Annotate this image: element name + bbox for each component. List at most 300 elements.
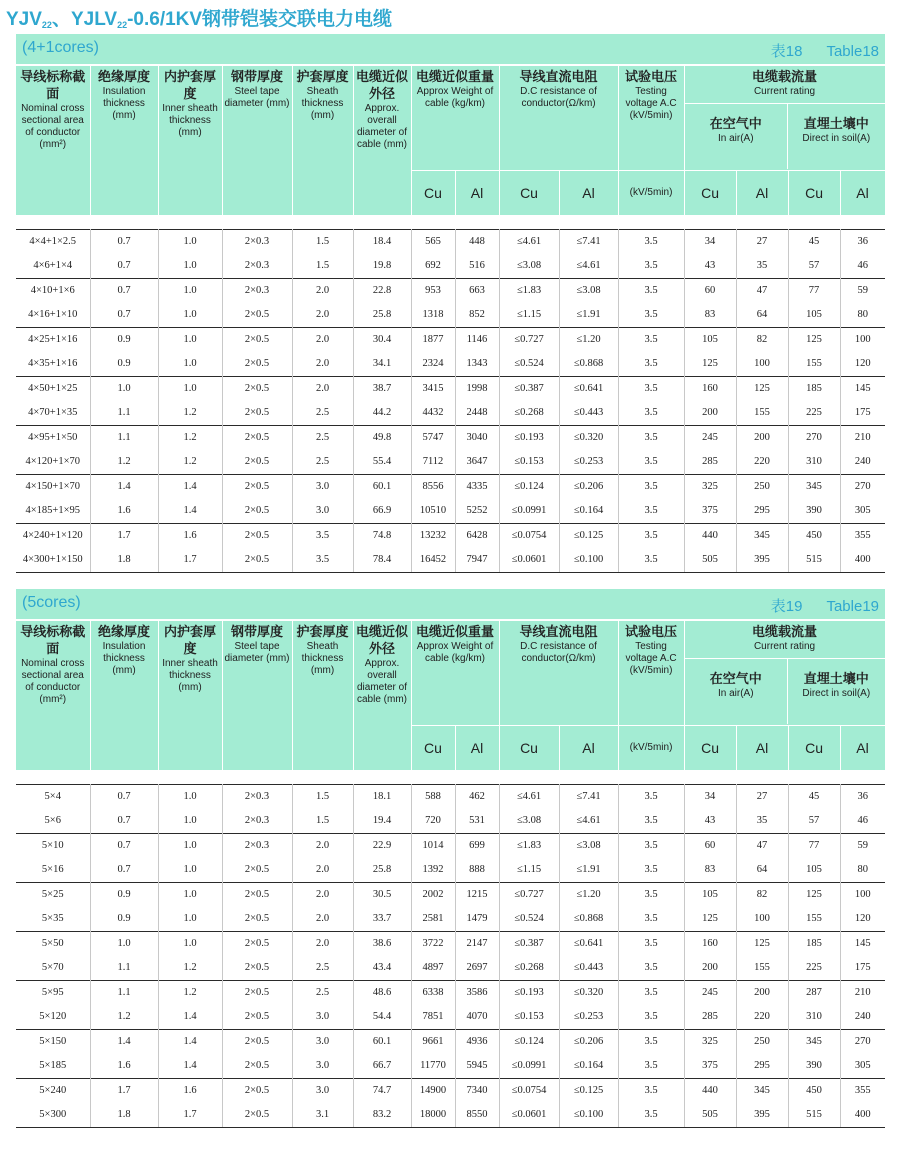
table-cell: 3040 — [455, 425, 499, 450]
header-steel-tape: 钢带厚度 Steel tape diameter (mm) — [222, 621, 292, 770]
table-cell: 1215 — [455, 882, 499, 907]
table-cell: 43 — [684, 254, 736, 279]
table-cell: 175 — [854, 962, 871, 973]
table-cell: 1.0 — [158, 278, 222, 303]
table-cell: 1.0 — [90, 931, 158, 956]
table-cell: 43.4 — [353, 956, 411, 981]
table-cell: 5×35 — [16, 907, 90, 932]
header-insulation: 绝缘厚度 Insulation thickness (mm) — [90, 621, 158, 770]
table-row — [16, 548, 885, 573]
table-cell: 2×0.5 — [222, 425, 292, 450]
table-cell: 345 — [736, 1078, 788, 1103]
table-cell: 1318 — [411, 303, 455, 328]
table-cell: ≤3.08 — [559, 278, 618, 303]
table-cell: 125 — [684, 352, 736, 377]
table-cell: 1.0 — [158, 907, 222, 932]
table-cell: 4335 — [455, 474, 499, 499]
subheader-resistance-al: Al — [559, 170, 618, 215]
table-cell: 2.0 — [292, 858, 353, 883]
table-cell: 105 — [684, 882, 736, 907]
table-cell: 34 — [684, 229, 736, 254]
table-cell: 505 — [684, 548, 736, 573]
table-cell: 0.7 — [90, 254, 158, 279]
table-cell: 355 — [840, 1078, 885, 1103]
table-cell: 1.0 — [158, 784, 222, 809]
table-cell: 5×10 — [16, 833, 90, 858]
table-cell: 240 — [854, 456, 871, 467]
table-cell: 220 — [736, 1005, 788, 1030]
table-cell: 2×0.5 — [222, 956, 292, 981]
subheader-resistance-cu: Cu — [499, 725, 559, 770]
table-cell: 0.7 — [90, 229, 158, 254]
table-cell: ≤0.153 — [499, 1005, 559, 1030]
table-cell: 1.5 — [292, 784, 353, 809]
table-cell: 83 — [684, 858, 736, 883]
table-cell: 1.5 — [292, 254, 353, 279]
table-cell: 852 — [455, 303, 499, 328]
subheader-resistance-al: Al — [559, 725, 618, 770]
table-cell: 100 — [840, 882, 885, 907]
table-cell: 4897 — [411, 956, 455, 981]
table-cell: 400 — [840, 1103, 885, 1128]
table-cell: 2.5 — [292, 980, 353, 1005]
table-cell: 5×50 — [16, 931, 90, 956]
table-cell: 3.0 — [292, 474, 353, 499]
table-cell: 3.5 — [618, 425, 684, 450]
header-current-rating: 电缆载流量 Current rating 在空气中 In air(A) 直埋土壤中 Direct in soil(A) — [684, 621, 885, 725]
subheader-air-cu: Cu — [684, 725, 736, 770]
table-cell: 565 — [411, 229, 455, 254]
table-cell: ≤0.524 — [499, 352, 559, 377]
table-cell: 145 — [840, 376, 885, 401]
table-cell: 6338 — [411, 980, 455, 1005]
table-row — [16, 907, 885, 932]
table-cell: 2.5 — [292, 450, 353, 475]
table-cell: 185 — [788, 376, 840, 401]
table-cell: 1.0 — [158, 833, 222, 858]
table-cell: 505 — [684, 1103, 736, 1128]
table-cell: 515 — [788, 1103, 840, 1128]
table-cell: 3.5 — [618, 229, 684, 254]
table-cell: 1.6 — [90, 1054, 158, 1079]
title-separator: 、 — [51, 9, 71, 30]
table-cell: 3.5 — [618, 1078, 684, 1103]
table-cell: 1.4 — [158, 1029, 222, 1054]
table-cell: 2.0 — [292, 327, 353, 352]
table-cell: 225 — [788, 401, 840, 426]
header-nominal-area: 导线标称截面 Nominal cross sectional area of conductor (mm²) — [16, 66, 90, 215]
table-cell: 5945 — [455, 1054, 499, 1079]
table-cell: 1.7 — [158, 548, 222, 573]
table-cell: ≤3.08 — [499, 254, 559, 279]
title-part2: YJLV — [70, 9, 118, 30]
table-cell: 2581 — [411, 907, 455, 932]
table-cell: ≤0.253 — [559, 450, 618, 475]
table-cell: 1.4 — [90, 1029, 158, 1054]
header-in-air: 在空气中 In air(A) — [685, 104, 788, 169]
header-insulation: 绝缘厚度 Insulation thickness (mm) — [90, 66, 158, 215]
table-cell: 38.6 — [353, 931, 411, 956]
table-cell: 105 — [788, 303, 840, 328]
table-cell: ≤0.206 — [559, 474, 618, 499]
table-cell: ≤4.61 — [499, 229, 559, 254]
table-cell: 66.9 — [353, 499, 411, 524]
table-cell: 1.0 — [158, 327, 222, 352]
table-cell: 3.5 — [618, 980, 684, 1005]
table-cell: 250 — [736, 1029, 788, 1054]
table-cell: 2×0.3 — [222, 809, 292, 834]
table-cell: 155 — [736, 401, 788, 426]
table-cell: 4×185+1×95 — [16, 499, 90, 524]
table-cell: 14900 — [411, 1078, 455, 1103]
title-sub1: 22 — [41, 20, 52, 30]
table-cell: 0.7 — [90, 858, 158, 883]
table-cell: 48.6 — [353, 980, 411, 1005]
table-cell: 663 — [455, 278, 499, 303]
table-cell: 5×6 — [16, 809, 90, 834]
table-cell: 59 — [840, 278, 885, 303]
table-cell: 440 — [684, 523, 736, 548]
table-cell: 64 — [736, 858, 788, 883]
table-number-en: Table19 — [826, 598, 879, 615]
table-cell: ≤1.20 — [559, 882, 618, 907]
table-cell: 125 — [788, 882, 840, 907]
header-nominal-area: 导线标称截面 Nominal cross sectional area of conductor (mm²) — [16, 621, 90, 770]
table-cell: 22.8 — [353, 278, 411, 303]
table-cell: 125 — [684, 907, 736, 932]
table-cell: 953 — [411, 278, 455, 303]
table-cell: 345 — [736, 523, 788, 548]
table-cell: 45 — [788, 229, 840, 254]
table-row — [16, 376, 885, 401]
table-cell: 245 — [684, 425, 736, 450]
table-cell: 49.8 — [353, 425, 411, 450]
table-cell: 30.5 — [353, 882, 411, 907]
table-cell: 35 — [736, 809, 788, 834]
table-cell: 200 — [736, 980, 788, 1005]
table-cell: 531 — [455, 809, 499, 834]
table-cell: 77 — [788, 278, 840, 303]
table-cell: 3.5 — [618, 401, 684, 426]
table-cell: 395 — [736, 1103, 788, 1128]
table-cell: 450 — [788, 523, 840, 548]
table-cell: 155 — [788, 352, 840, 377]
table-cell: 310 — [788, 450, 840, 475]
table-cell: 1.0 — [158, 229, 222, 254]
table-cell: ≤0.443 — [559, 956, 618, 981]
table-cell: 19.8 — [353, 254, 411, 279]
subheader-weight-cu: Cu — [411, 725, 455, 770]
table-cell: ≤0.100 — [559, 1103, 618, 1128]
table-cell: 59 — [840, 833, 885, 858]
table-cell: 3415 — [411, 376, 455, 401]
table-cell: 2.0 — [292, 352, 353, 377]
table-row — [16, 303, 885, 328]
table-cell: 35 — [736, 254, 788, 279]
table-cell: 1.4 — [158, 1054, 222, 1079]
table-cell: 448 — [455, 229, 499, 254]
table-cell: 400 — [840, 548, 885, 573]
table-cell: 390 — [788, 1054, 840, 1079]
section-band-5-cores — [16, 589, 885, 619]
table-cell: 305 — [854, 505, 871, 516]
table-row — [16, 980, 885, 1005]
table-cell: 3.0 — [292, 499, 353, 524]
table-cell: 74.8 — [353, 523, 411, 548]
table-cell: 516 — [455, 254, 499, 279]
table-cell: 5252 — [455, 499, 499, 524]
table-cell: 692 — [411, 254, 455, 279]
header-dc-resistance: 导线直流电阻 D.C resistance of conductor(Ω/km) — [499, 621, 618, 725]
table-cell: 0.7 — [90, 833, 158, 858]
table-cell: 2.0 — [292, 376, 353, 401]
table-cell: ≤1.83 — [499, 278, 559, 303]
table-cell: ≤0.206 — [559, 1029, 618, 1054]
table-row — [16, 327, 885, 352]
table-cell: 175 — [854, 407, 871, 418]
table-cell: 8556 — [411, 474, 455, 499]
table-cell: 4×120+1×70 — [16, 450, 90, 475]
header-overall-diameter: 电缆近似外径 Approx. overall diameter of cable (mm) — [353, 621, 411, 770]
table-cell: ≤3.08 — [499, 809, 559, 834]
table-cell: 245 — [684, 980, 736, 1005]
table-cell: 450 — [788, 1078, 840, 1103]
table-cell: 200 — [684, 956, 736, 981]
title-rest: -0.6/1KV钢带铠装交联电力电缆 — [127, 9, 393, 30]
table-cell: 7340 — [455, 1078, 499, 1103]
table-cell: 3.5 — [618, 858, 684, 883]
table-cell: 395 — [736, 548, 788, 573]
table-cell: 4×150+1×70 — [16, 474, 90, 499]
table-cell: 4×50+1×25 — [16, 376, 90, 401]
table-cell: ≤0.320 — [559, 980, 618, 1005]
header-weight: 电缆近似重量 Approx Weight of cable (kg/km) — [411, 66, 499, 170]
table-cell: 888 — [455, 858, 499, 883]
table-cell: 3.5 — [618, 833, 684, 858]
table-cell: 60.1 — [353, 474, 411, 499]
table-cell: ≤1.83 — [499, 833, 559, 858]
table-cell: 2.0 — [292, 882, 353, 907]
table-cell: 5×185 — [16, 1054, 90, 1079]
table-cell: 83 — [684, 303, 736, 328]
subheader-kv: (kV/5min) — [618, 170, 684, 215]
table-row — [16, 931, 885, 956]
table-cell: ≤7.41 — [559, 229, 618, 254]
table-cell: 1.1 — [90, 956, 158, 981]
table-cell: 3.5 — [618, 784, 684, 809]
table-cell: 1.1 — [90, 425, 158, 450]
table-cell: 2.0 — [292, 931, 353, 956]
table-cell: 5×150 — [16, 1029, 90, 1054]
table-cell: 27 — [736, 229, 788, 254]
table-cell: 3.5 — [618, 931, 684, 956]
table-cell: 3.5 — [618, 450, 684, 475]
table-cell: 2×0.5 — [222, 980, 292, 1005]
table-cell: 57 — [788, 254, 840, 279]
table-cell: 2×0.5 — [222, 376, 292, 401]
table-cell: 720 — [411, 809, 455, 834]
table-cell: 1.8 — [90, 548, 158, 573]
header-overall-diameter: 电缆近似外径 Approx. overall diameter of cable (mm) — [353, 66, 411, 215]
table-cell: 38.7 — [353, 376, 411, 401]
table-cell: 295 — [736, 499, 788, 524]
table-cell: 3.0 — [292, 1054, 353, 1079]
subheader-soil-al: Al — [840, 725, 885, 770]
table-cell: ≤0.100 — [559, 548, 618, 573]
table-cell: 2×0.5 — [222, 1029, 292, 1054]
table-cell: 0.9 — [90, 882, 158, 907]
table-cell: 270 — [788, 425, 840, 450]
table-cell: 155 — [788, 907, 840, 932]
table-cell: 3.5 — [292, 548, 353, 573]
table-cell: 2.0 — [292, 907, 353, 932]
table-cell: 83.2 — [353, 1103, 411, 1128]
table-cell: 60 — [684, 833, 736, 858]
table-cell: 1.2 — [158, 956, 222, 981]
table-cell: 1998 — [455, 376, 499, 401]
table-cell: 74.7 — [353, 1078, 411, 1103]
table-row — [16, 523, 885, 548]
table-cell: ≤0.641 — [559, 376, 618, 401]
table-cell: 45 — [788, 784, 840, 809]
table-cell: 5×120 — [16, 1005, 90, 1030]
table-cell: 2×0.3 — [222, 278, 292, 303]
table-cell: 82 — [736, 882, 788, 907]
table-cell: 220 — [736, 450, 788, 475]
table-cell: 16452 — [411, 548, 455, 573]
table-cell: 3.1 — [292, 1103, 353, 1128]
table-cell: 2448 — [455, 401, 499, 426]
table-cell: 0.9 — [90, 327, 158, 352]
table-cell: 3.5 — [618, 523, 684, 548]
table-cell: 9661 — [411, 1029, 455, 1054]
table-cell: 1.1 — [90, 401, 158, 426]
table-cell: 3.5 — [618, 809, 684, 834]
table-cell: 6428 — [455, 523, 499, 548]
table-cell: 462 — [455, 784, 499, 809]
header-dc-resistance: 导线直流电阻 D.C resistance of conductor(Ω/km) — [499, 66, 618, 170]
table-cell: 160 — [684, 376, 736, 401]
table-cell: 295 — [736, 1054, 788, 1079]
table-cell: 105 — [684, 327, 736, 352]
table-cell: 1.6 — [158, 523, 222, 548]
subheader-soil-cu: Cu — [788, 170, 840, 215]
table-row — [16, 254, 885, 279]
table-cell: 4×16+1×10 — [16, 303, 90, 328]
table-cell: 200 — [684, 401, 736, 426]
table-cell: 1.0 — [158, 882, 222, 907]
table-cell: ≤4.61 — [499, 784, 559, 809]
table-cell: 155 — [736, 956, 788, 981]
table-cell: 3.5 — [618, 882, 684, 907]
table-cell: 4×25+1×16 — [16, 327, 90, 352]
table-cell: 7851 — [411, 1005, 455, 1030]
table-cell: 4×35+1×16 — [16, 352, 90, 377]
table-cell: 1.0 — [158, 376, 222, 401]
table-cell: ≤0.727 — [499, 882, 559, 907]
table-cell: 44.2 — [353, 401, 411, 426]
table-cell: 36 — [840, 784, 885, 809]
table-row — [16, 352, 885, 377]
table-cell: 1.1 — [90, 980, 158, 1005]
table-cell: 1146 — [455, 327, 499, 352]
title-part1: YJV — [6, 9, 42, 30]
table-cell: ≤1.91 — [559, 858, 618, 883]
table-cell: ≤0.320 — [559, 425, 618, 450]
table-cell: 2147 — [455, 931, 499, 956]
table-cell: 47 — [736, 278, 788, 303]
subheader-kv: (kV/5min) — [618, 725, 684, 770]
table-cell: 2.0 — [292, 303, 353, 328]
table-cell: ≤0.641 — [559, 931, 618, 956]
table-cell: 60 — [684, 278, 736, 303]
table-cell: 4×10+1×6 — [16, 278, 90, 303]
table-cell: 34 — [684, 784, 736, 809]
subheader-soil-al: Al — [840, 170, 885, 215]
table-cell: ≤0.387 — [499, 931, 559, 956]
table-cell: 270 — [840, 1029, 885, 1054]
section-label: (4+1cores) — [22, 39, 99, 56]
table-cell: ≤0.268 — [499, 956, 559, 981]
table-cell: 1.5 — [292, 229, 353, 254]
table-cell: ≤0.0991 — [499, 1054, 559, 1079]
table-cell: 2×0.5 — [222, 858, 292, 883]
page-title — [6, 4, 392, 30]
table-cell: 8550 — [455, 1103, 499, 1128]
table-cell: 1.8 — [90, 1103, 158, 1128]
table-cell: 1.2 — [158, 401, 222, 426]
table-cell: 2×0.3 — [222, 833, 292, 858]
table-cell: 80 — [857, 864, 869, 875]
table-cell: 66.7 — [353, 1054, 411, 1079]
table-cell: 4432 — [411, 401, 455, 426]
table-cell: 2×0.5 — [222, 474, 292, 499]
table-row — [16, 882, 885, 907]
table-row — [16, 956, 885, 981]
table-cell: 2×0.5 — [222, 352, 292, 377]
table-cell: 287 — [788, 980, 840, 1005]
header-current-rating: 电缆载流量 Current rating 在空气中 In air(A) 直埋土壤中 Direct in soil(A) — [684, 66, 885, 170]
table-cell: ≤7.41 — [559, 784, 618, 809]
table-cell: ≤0.125 — [559, 523, 618, 548]
table-cell: 77 — [788, 833, 840, 858]
table-cell: 80 — [857, 309, 869, 320]
table-cell: ≤3.08 — [559, 833, 618, 858]
table-cell: 0.9 — [90, 352, 158, 377]
table-cell: 5×4 — [16, 784, 90, 809]
table-cell: 0.7 — [90, 784, 158, 809]
header-sheath: 护套厚度 Sheath thickness (mm) — [292, 621, 353, 770]
table-cell: 3.5 — [618, 1005, 684, 1030]
section-band-4-1-cores — [16, 34, 885, 64]
table-cell: ≤0.0754 — [499, 1078, 559, 1103]
header-steel-tape: 钢带厚度 Steel tape diameter (mm) — [222, 66, 292, 215]
table-cell: ≤4.61 — [559, 254, 618, 279]
table-cell: 18.4 — [353, 229, 411, 254]
table-cell: ≤0.0991 — [499, 499, 559, 524]
header-weight: 电缆近似重量 Approx Weight of cable (kg/km) — [411, 621, 499, 725]
table-cell: ≤1.15 — [499, 858, 559, 883]
table-cell: 1.4 — [90, 474, 158, 499]
subheader-weight-al: Al — [455, 170, 499, 215]
table-cell: 588 — [411, 784, 455, 809]
table-cell: 22.9 — [353, 833, 411, 858]
table-cell: 2×0.3 — [222, 229, 292, 254]
table-cell: 5×70 — [16, 956, 90, 981]
table-cell: 55.4 — [353, 450, 411, 475]
table-row — [16, 1005, 885, 1030]
table-cell: 1.4 — [158, 499, 222, 524]
